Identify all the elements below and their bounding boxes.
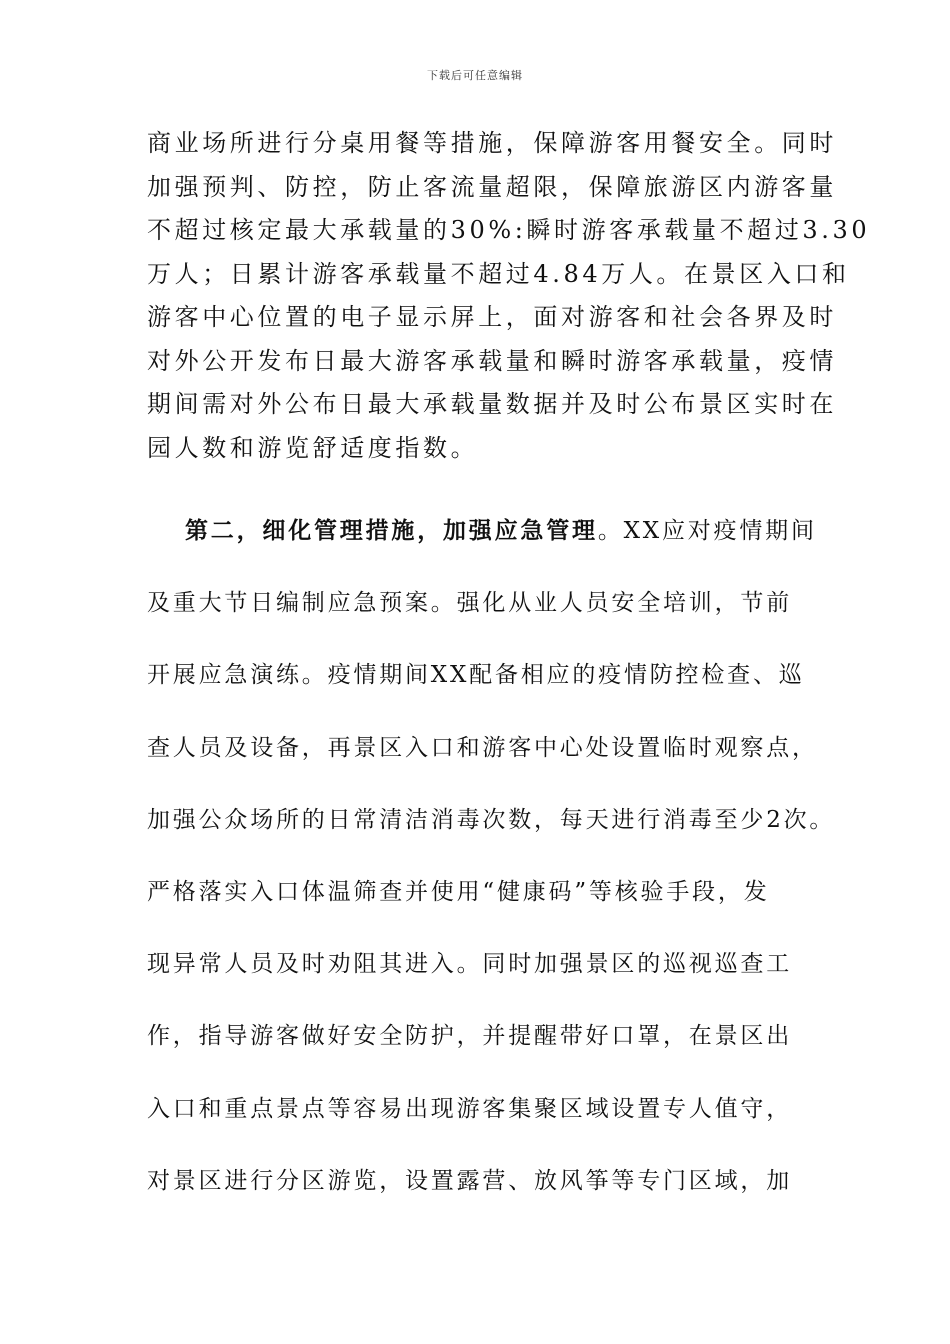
paragraph-line: 加强公众场所的日常清洁消毒次数，每天进行消毒至少2次。 — [147, 806, 836, 833]
paragraph-line: 开展应急演练。疫情期间XX配备相应的疫情防控检查、巡 — [147, 662, 805, 689]
page-header-note: 下载后可任意编辑 — [427, 69, 523, 82]
paragraph-2 — [147, 495, 847, 1217]
paragraph-line: 及重大节日编制应急预案。强化从业人员安全培训，节前 — [147, 590, 792, 617]
paragraph-line: 期间需对外公布日最大承载量数据并及时公布景区实时在 — [147, 390, 837, 418]
paragraph-line: 园人数和游览舒适度指数。 — [147, 433, 479, 462]
paragraph-line: 商业场所进行分桌用餐等措施，保障游客用餐安全。同时 — [147, 129, 837, 157]
paragraph-first-line — [147, 495, 847, 567]
first-line-text: 。XX应对疫情期间 — [597, 518, 817, 544]
section-heading: 第二，细化管理措施，加强应急管理 — [185, 517, 598, 544]
paragraph-line: 万人；日累计游客承载量不超过4.84万人。在景区入口和 — [147, 259, 850, 288]
paragraph-line: 查人员及设备，再景区入口和游客中心处设置临时观察点， — [147, 734, 818, 761]
paragraph-line: 游客中心位置的电子显示屏上，面对游客和社会各界及时 — [147, 303, 837, 331]
paragraph-line: 对景区进行分区游览，设置露营、放风筝等专门区域，加 — [147, 1167, 792, 1194]
paragraph-line: 现异常人员及时劝阻其进入。同时加强景区的巡视巡查工 — [147, 951, 792, 978]
paragraph-line: 不超过核定最大承载量的30%:瞬时游客承载量不超过3.30 — [147, 216, 871, 244]
paragraph-line: 对外公开发布日最大游客承载量和瞬时游客承载量，疫情 — [147, 346, 837, 375]
paragraph-1 — [147, 122, 871, 470]
paragraph-line: 严格落实入口体温筛查并使用“健康码”等核验手段，发 — [147, 878, 770, 905]
paragraph-line: 加强预判、防控，防止客流量超限，保障旅游区内游客量 — [147, 172, 837, 201]
paragraph-line: 作，指导游客做好安全防护，并提醒带好口罩，在景区出 — [147, 1023, 792, 1050]
paragraph-line: 入口和重点景点等容易出现游客集聚区域设置专人值守， — [147, 1095, 792, 1122]
